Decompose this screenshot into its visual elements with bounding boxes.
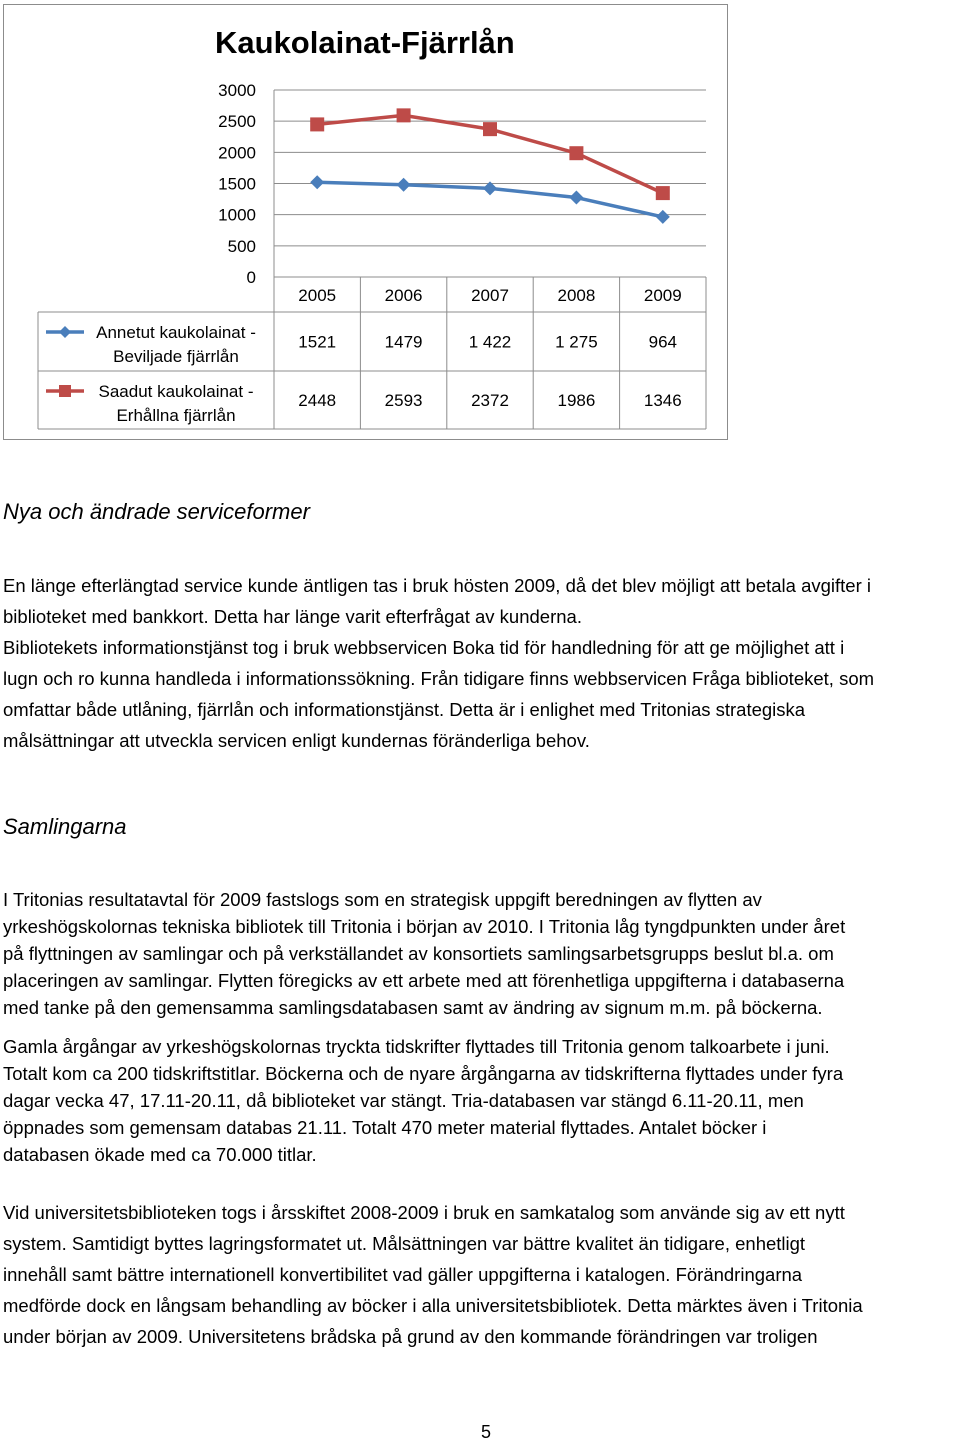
y-tick-label: 2000 (218, 143, 256, 163)
table-value-label: 2372 (471, 391, 509, 410)
text-line: I Tritonias resultatavtal för 2009 fastslogs som en strategisk uppgift beredningen av flytten av (3, 889, 762, 910)
table-value-label: 1479 (384, 332, 423, 352)
text-line: En länge efterlängtad service kunde äntligen tas i bruk hösten 2009, då det blev möjligt att betala avgifter i (3, 575, 871, 596)
legend-label: Annetut kaukolainat - (96, 323, 256, 342)
text-line: yrkeshögskolornas tekniska bibliotek till Tritonia i början av 2010. I Tritonia låg tyngdpunkten under året (3, 916, 846, 937)
data-point (656, 186, 670, 200)
data-point (397, 178, 411, 192)
section-heading-samlingarna: Samlingarna (3, 814, 127, 839)
table-value-label: 1521 (298, 332, 337, 352)
table-value-label: 1986 (557, 391, 596, 410)
table-value-label: 1 422 (468, 332, 512, 352)
text-line: på flyttningen av samlingar och på verkställandet av konsortiets samlingsarbetsgrupps beslut bl.a. om (3, 943, 834, 964)
y-tick-label: 1500 (218, 174, 256, 194)
line-chart (4, 5, 729, 441)
text-line: Gamla årgångar av yrkeshögskolornas tryckta tidskrifter flyttades till Tritonia genom talkoarbete i juni. (3, 1036, 830, 1057)
text-line: Bibliotekets informationstjänst tog i bruk webbservicen Boka tid för handledning för att ge möjlighet att i (3, 637, 845, 658)
legend-label: Erhållna fjärrlån (116, 406, 236, 425)
x-category-label: 2005 (298, 286, 337, 305)
data-point (483, 122, 497, 136)
y-tick-label: 3000 (218, 81, 256, 100)
x-category-label: 2009 (643, 286, 682, 305)
data-point (310, 175, 324, 189)
chart-title: Kaukolainat-Fjärrlån (215, 25, 515, 60)
text-line: databasen ökade med ca 70.000 titlar. (3, 1144, 317, 1165)
text-line: under början av 2009. Universitetens brådska på grund av den kommande förändringen var troligen (3, 1326, 818, 1347)
text-line: biblioteket med bankkort. Detta har länge varit efterfrågat av kunderna. (3, 606, 582, 627)
x-category-label: 2006 (384, 286, 423, 305)
legend-marker (59, 326, 71, 338)
text-line: lugn och ro kunna handleda i informationssökning. Från tidigare finns webbservicen Fråga biblioteket, som (3, 668, 875, 689)
text-line: placeringen av samlingar. Flytten föregicks av ett arbete med att förenhetliga uppgifterna i databaserna (3, 970, 845, 991)
legend-marker (59, 385, 71, 397)
paragraph-samlingarna-2 (3, 1033, 958, 1168)
text-line: Totalt kom ca 200 tidskriftstitlar. Böckerna och de nyare årgångarna av tidskrifterna flyttades under fyra (3, 1063, 844, 1084)
paragraph-samlingarna-3 (3, 1197, 958, 1352)
text-line: omfattar både utlåning, fjärrlån och informationstjänst. Detta är i enlighet med Tritonias strategiska (3, 699, 806, 720)
table-value-label: 2593 (384, 391, 423, 410)
data-point (310, 117, 324, 131)
y-tick-label: 0 (246, 268, 256, 287)
text-line: med tanke på den gemensamma samlingsdatabasen samt av ändring av signum m.m. på böckerna. (3, 997, 823, 1018)
legend-label: Saadut kaukolainat - (98, 382, 254, 401)
y-tick-label: 1000 (218, 205, 256, 225)
data-point (569, 191, 583, 205)
paragraph-samlingarna-1 (3, 886, 958, 1021)
text-line: dagar vecka 47, 17.11-20.11, då biblioteket var stängt. Tria-databasen var stängd 6.11-20.11, men (3, 1090, 804, 1111)
data-point (656, 210, 670, 224)
text-line: öppnades som gemensam databas 21.11. Totalt 470 meter material flyttades. Antalet böcker i (3, 1117, 767, 1138)
legend-label: Beviljade fjärrlån (113, 347, 239, 366)
x-category-label: 2008 (557, 286, 596, 305)
page-number: 5 (480, 1422, 491, 1442)
table-value-label: 1346 (643, 391, 682, 410)
section-heading-nya: Nya och ändrade serviceformer (3, 499, 310, 524)
text-line: målsättningar att utveckla servicen enligt kundernas föränderliga behov. (3, 730, 590, 751)
y-tick-label: 500 (227, 236, 256, 256)
text-line: medförde dock en långsam behandling av böcker i alla universitetsbibliotek. Detta märktes även i Tritonia (3, 1295, 863, 1316)
text-line: Vid universitetsbiblioteken togs i årsskiftet 2008-2009 i bruk en samkatalog som använde sig av ett nytt (3, 1202, 845, 1223)
table-value-label: 1 275 (555, 332, 598, 352)
data-point (569, 146, 583, 160)
table-value-label: 964 (648, 332, 677, 352)
chart-container (3, 4, 728, 440)
y-tick-label: 2500 (218, 112, 256, 132)
text-line: system. Samtidigt byttes lagringsformatet ut. Målsättningen var bättre kvalitet än tidigare, enhetligt (3, 1233, 806, 1254)
table-value-label: 2448 (298, 391, 337, 410)
x-category-label: 2007 (471, 286, 509, 305)
data-point (397, 108, 411, 122)
paragraph-nya (3, 570, 958, 756)
text-line: innehåll samt bättre internationell konvertibilitet vad gäller uppgifterna i katalogen. Förändringarna (3, 1264, 803, 1285)
